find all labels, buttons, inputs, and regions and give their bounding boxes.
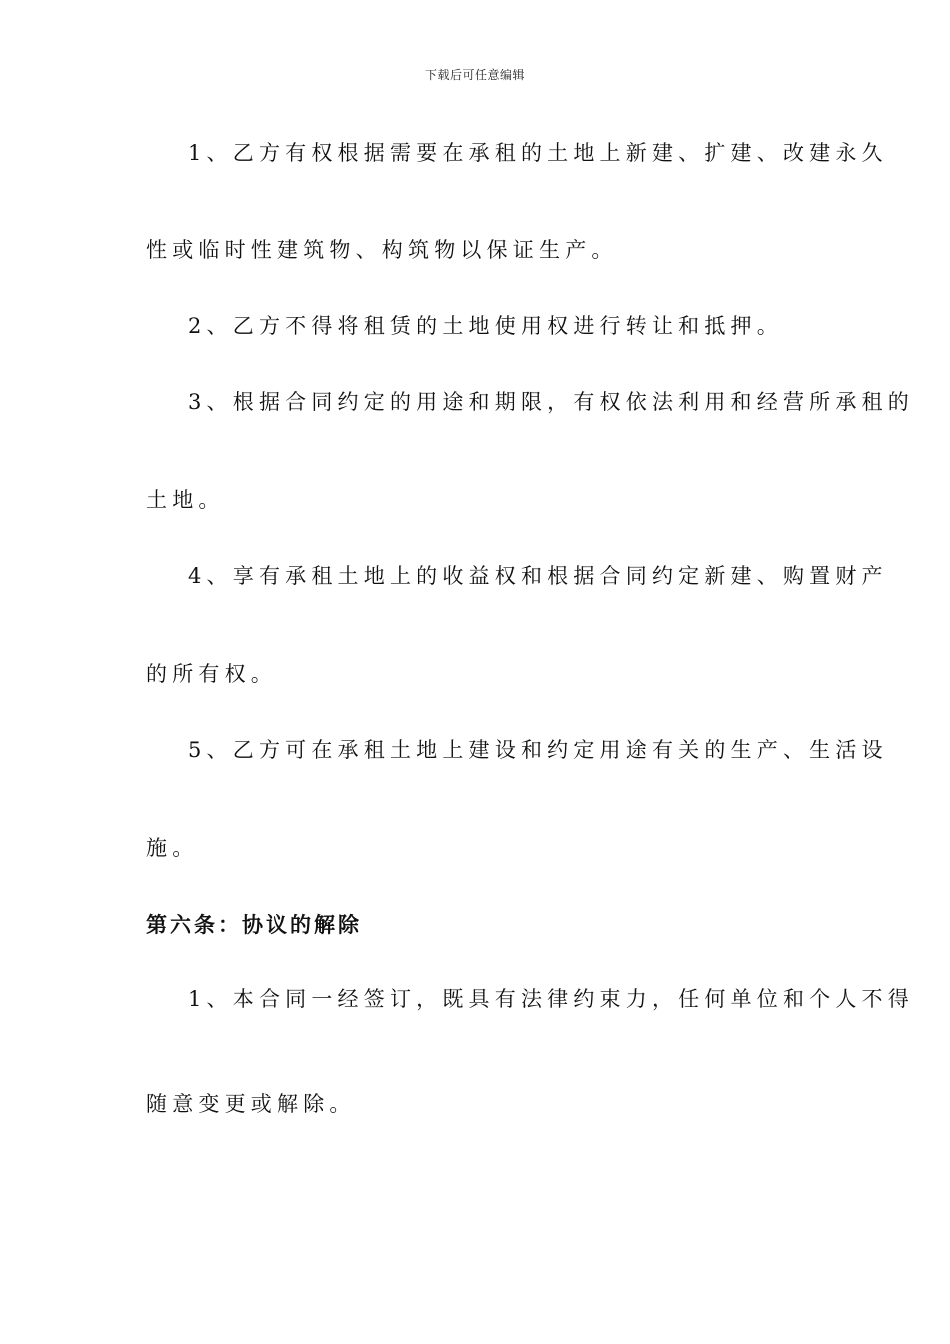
paragraph-4-line-1: 4、享有承租土地上的收益权和根据合同约定新建、购置财产 [188, 564, 888, 588]
page-header: 下载后可任意编辑 [424, 68, 525, 82]
paragraph-3-line-1: 3、根据合同约定的用途和期限，有权依法利用和经营所承租的 [188, 390, 914, 414]
paragraph-2-line-1: 2、乙方不得将租赁的土地使用权进行转让和抵押。 [188, 314, 783, 338]
paragraph-5-line-1: 5、乙方可在承租土地上建设和约定用途有关的生产、生活设 [188, 738, 888, 762]
paragraph-5-line-2: 施。 [146, 836, 199, 860]
section-6-paragraph-1-line-2: 随意变更或解除。 [146, 1092, 356, 1116]
paragraph-1-line-2: 性或临时性建筑物、构筑物以保证生产。 [146, 238, 618, 262]
paragraph-1-line-1: 1、乙方有权根据需要在承租的土地上新建、扩建、改建永久 [188, 141, 888, 165]
section-6-paragraph-1-line-1: 1、本合同一经签订，既具有法律约束力，任何单位和个人不得 [188, 987, 914, 1011]
paragraph-3-line-2: 土地。 [146, 488, 225, 512]
paragraph-4-line-2: 的所有权。 [146, 662, 277, 686]
section-6-title: 第六条：协议的解除 [146, 912, 362, 937]
